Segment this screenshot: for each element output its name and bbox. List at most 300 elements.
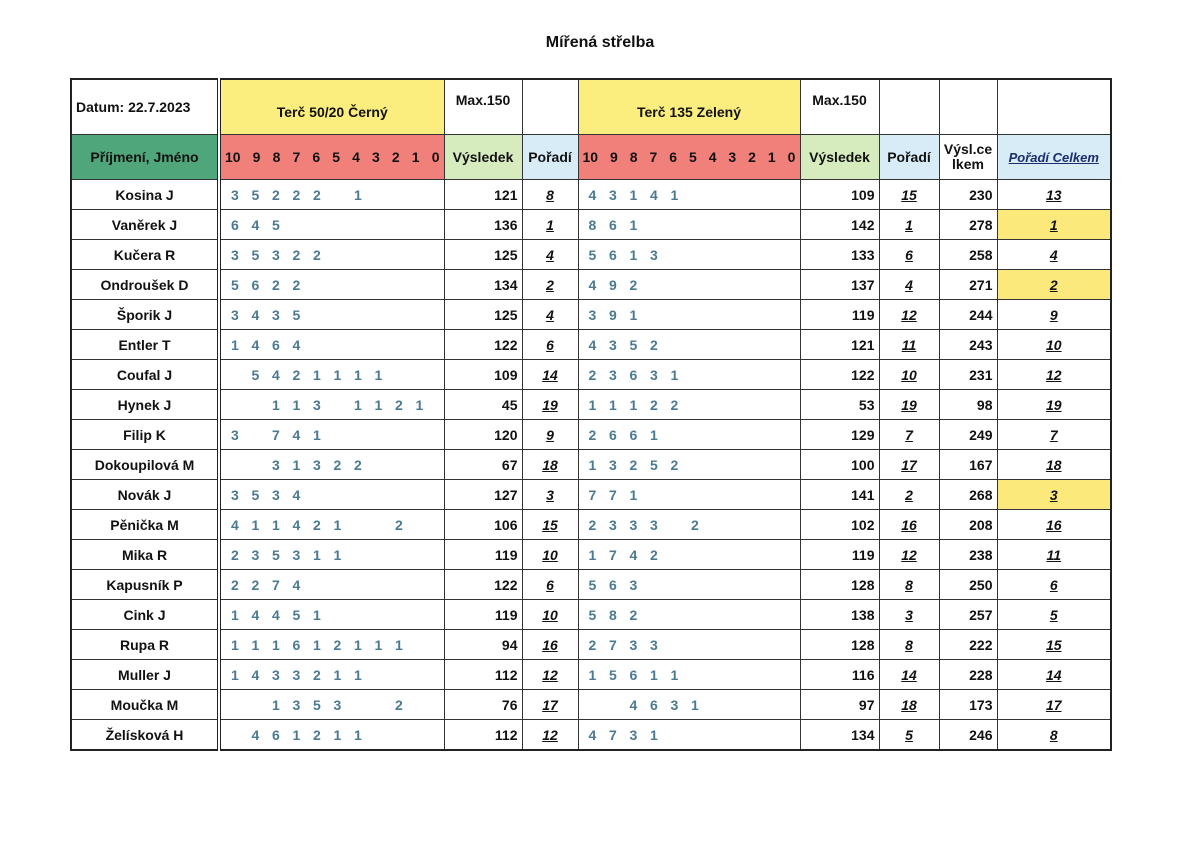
max1-header: Max.150: [444, 79, 522, 135]
target1-hits: [219, 420, 444, 450]
overall-rank: 12: [997, 360, 1111, 390]
table-row: [71, 360, 1111, 390]
hit-count: 1: [354, 726, 362, 743]
hit-count: 5: [313, 696, 321, 713]
total-score: 244: [939, 300, 997, 330]
scale-label: 8: [272, 149, 281, 165]
scale-label: 8: [629, 149, 638, 165]
overall-rank-header: Pořadí Celkem: [997, 135, 1111, 180]
hit-count: 2: [292, 186, 301, 203]
score2: 119: [800, 540, 879, 570]
scale-label: 0: [787, 149, 796, 165]
hit-count: 6: [251, 276, 260, 293]
score2: 129: [800, 420, 879, 450]
hit-count: 1: [670, 366, 679, 383]
scale2-header: [578, 135, 800, 180]
scale-label: 6: [669, 149, 678, 165]
hit-count: 2: [292, 246, 301, 263]
target1-hits: [219, 210, 444, 240]
hit-count: 5: [251, 486, 260, 503]
hit-count: 6: [272, 336, 280, 353]
hit-count: 1: [313, 636, 321, 653]
hit-count: 7: [588, 486, 597, 503]
shooter-name: Muller J: [71, 660, 219, 690]
scale-label: 10: [225, 149, 241, 165]
scale-label: 10: [582, 149, 599, 165]
hit-count: 3: [231, 246, 239, 263]
rank1: 10: [522, 600, 578, 630]
hit-count: 1: [272, 396, 280, 413]
target1-hits: [219, 720, 444, 751]
scale1-header: [219, 135, 444, 180]
hit-count: 1: [231, 606, 239, 623]
hit-count: 1: [629, 306, 638, 323]
hit-count: 1: [629, 246, 638, 263]
hit-count: 3: [272, 456, 280, 473]
hit-count: 2: [231, 576, 239, 593]
target2-hits: [578, 270, 800, 300]
total-header: Výsl.ce lkem: [939, 135, 997, 180]
hit-count: 1: [231, 636, 239, 653]
table-row: [71, 240, 1111, 270]
score2: 100: [800, 450, 879, 480]
score2: 121: [800, 330, 879, 360]
hit-count: 2: [395, 516, 403, 533]
rank2-header: Pořadí: [879, 135, 939, 180]
rank2: 17: [879, 450, 939, 480]
shooter-name: Kučera R: [71, 240, 219, 270]
rank1: 8: [522, 180, 578, 210]
hit-count: 4: [251, 666, 260, 683]
total-score: 98: [939, 390, 997, 420]
overall-rank: 11: [997, 540, 1111, 570]
hit-count: 4: [650, 186, 658, 203]
table-row: [71, 510, 1111, 540]
target2-hits: [578, 360, 800, 390]
hit-count: 2: [313, 726, 321, 743]
score2: 141: [800, 480, 879, 510]
table-row: [71, 210, 1111, 240]
hit-count: 6: [629, 666, 638, 683]
target2-hits: [578, 510, 800, 540]
hit-count: 6: [609, 246, 617, 263]
hit-count: 3: [629, 516, 638, 533]
shooter-name: Želísková H: [71, 720, 219, 751]
hit-count: 3: [650, 636, 658, 653]
overall-rank: 1: [997, 210, 1111, 240]
hit-count: 3: [670, 696, 679, 713]
score1: 136: [444, 210, 522, 240]
hit-count: 1: [588, 456, 597, 473]
hit-count: 4: [251, 216, 260, 233]
table-row: [71, 690, 1111, 720]
hit-count: 3: [231, 426, 239, 443]
target2-hits: [578, 690, 800, 720]
hit-count: 1: [231, 336, 239, 353]
total-score: 173: [939, 690, 997, 720]
target1-hits: [219, 180, 444, 210]
hit-count: 2: [354, 456, 362, 473]
hit-count: 2: [395, 696, 403, 713]
hit-count: 2: [333, 636, 342, 653]
hit-count: 4: [588, 276, 597, 293]
target1-hits: [219, 300, 444, 330]
hit-count: 1: [354, 636, 362, 653]
hit-count: 6: [629, 426, 638, 443]
shooter-name: Vaněrek J: [71, 210, 219, 240]
hit-count: 2: [588, 516, 597, 533]
hit-count: 1: [588, 546, 597, 563]
hit-count: 2: [395, 396, 403, 413]
table-row: [71, 270, 1111, 300]
target1-hits: [219, 450, 444, 480]
score2: 53: [800, 390, 879, 420]
hit-count: 3: [272, 246, 280, 263]
hit-count: 5: [251, 366, 260, 383]
hit-count: 3: [231, 486, 239, 503]
table-row: [71, 450, 1111, 480]
hit-count: 2: [313, 246, 321, 263]
hit-count: 4: [588, 186, 597, 203]
hit-count: 5: [272, 216, 280, 233]
hit-count: 2: [629, 456, 638, 473]
target1-hits: [219, 360, 444, 390]
hit-count: 4: [588, 336, 597, 353]
target1-hits: [219, 330, 444, 360]
rank2: 15: [879, 180, 939, 210]
target2-hits: [578, 600, 800, 630]
hit-count: 1: [670, 186, 679, 203]
rank1: 19: [522, 390, 578, 420]
overall-rank: 5: [997, 600, 1111, 630]
hit-count: 1: [374, 396, 383, 413]
hit-count: 4: [292, 426, 301, 443]
hit-count: 4: [272, 606, 280, 623]
target2-hits: [578, 570, 800, 600]
target1-hits: [219, 570, 444, 600]
target2-hits: [578, 480, 800, 510]
hit-count: 3: [231, 306, 239, 323]
hit-count: 2: [691, 516, 699, 533]
hit-count: 4: [251, 726, 260, 743]
hit-count: 1: [650, 666, 658, 683]
total-score: 258: [939, 240, 997, 270]
hit-count: 1: [333, 366, 342, 383]
target1-hits: [219, 390, 444, 420]
hit-count: 6: [629, 366, 638, 383]
hit-count: 2: [272, 276, 280, 293]
shooter-name: Kosina J: [71, 180, 219, 210]
max2-header: Max.150: [800, 79, 879, 135]
score1: 121: [444, 180, 522, 210]
total-score: 246: [939, 720, 997, 751]
overall-rank: 16: [997, 510, 1111, 540]
hit-count: 2: [292, 366, 301, 383]
target1-hits: [219, 270, 444, 300]
hit-count: 7: [609, 546, 617, 563]
hit-count: 1: [313, 546, 321, 563]
hit-count: 3: [650, 516, 658, 533]
overall-rank: 4: [997, 240, 1111, 270]
page-title: Mířená střelba: [545, 34, 655, 51]
score1: 67: [444, 450, 522, 480]
hit-count: 3: [629, 576, 638, 593]
shooter-name: Cink J: [71, 600, 219, 630]
target1-hits: [219, 630, 444, 660]
table-row: [71, 570, 1111, 600]
shooter-name: Mika R: [71, 540, 219, 570]
date-cell: Datum: 22.7.2023: [71, 79, 219, 135]
hit-count: 1: [650, 426, 658, 443]
overall-rank: 18: [997, 450, 1111, 480]
hit-count: 3: [650, 366, 658, 383]
hit-count: 7: [609, 636, 617, 653]
rank1: 15: [522, 510, 578, 540]
shooter-name: Dokoupilová M: [71, 450, 219, 480]
overall-rank: 13: [997, 180, 1111, 210]
scale-label: 3: [728, 149, 737, 165]
hit-count: 6: [231, 216, 239, 233]
hit-count: 1: [251, 636, 260, 653]
target2-hits: [578, 300, 800, 330]
shooter-name: Filip K: [71, 420, 219, 450]
hit-count: 1: [374, 366, 383, 383]
name-column-header: Příjmení, Jméno: [71, 135, 219, 180]
score2: 119: [800, 300, 879, 330]
hit-count: 5: [588, 576, 597, 593]
hit-count: 4: [588, 726, 597, 743]
hit-count: 2: [251, 576, 260, 593]
hit-count: 1: [292, 456, 301, 473]
rank2: 2: [879, 480, 939, 510]
rank1: 4: [522, 240, 578, 270]
shooter-name: Hynek J: [71, 390, 219, 420]
hit-count: 1: [415, 396, 424, 413]
rank2: 12: [879, 300, 939, 330]
score2: 122: [800, 360, 879, 390]
rank1: 18: [522, 450, 578, 480]
hit-count: 7: [272, 426, 280, 443]
hit-count: 4: [251, 606, 260, 623]
hit-count: 5: [231, 276, 239, 293]
result2-header: Výsledek: [800, 135, 879, 180]
rank1: 4: [522, 300, 578, 330]
hit-count: 1: [629, 216, 638, 233]
total-score: 271: [939, 270, 997, 300]
table-row: [71, 480, 1111, 510]
hit-count: 1: [609, 396, 617, 413]
hit-count: 2: [650, 546, 658, 563]
score1: 125: [444, 240, 522, 270]
target1-hits: [219, 240, 444, 270]
table-row: [71, 420, 1111, 450]
hit-count: 1: [354, 186, 362, 203]
hit-count: 1: [670, 666, 679, 683]
hit-count: 3: [609, 516, 617, 533]
hit-count: 1: [374, 636, 383, 653]
hit-count: 3: [251, 546, 260, 563]
target1-header: Terč 50/20 Černý: [219, 79, 444, 135]
hit-count: 3: [231, 186, 239, 203]
hit-count: 5: [292, 306, 301, 323]
hit-count: 5: [588, 606, 597, 623]
hit-count: 5: [588, 246, 597, 263]
hit-count: 1: [333, 726, 342, 743]
hit-count: 2: [313, 516, 321, 533]
hit-count: 1: [333, 516, 342, 533]
target1-hits: [219, 480, 444, 510]
rank2: 11: [879, 330, 939, 360]
hit-count: 2: [650, 336, 658, 353]
hit-count: 3: [313, 396, 321, 413]
hit-count: 3: [629, 726, 638, 743]
score2: 128: [800, 570, 879, 600]
hit-count: 1: [272, 636, 280, 653]
scale-label: 3: [372, 149, 380, 165]
shooter-name: Novák J: [71, 480, 219, 510]
score1: 109: [444, 360, 522, 390]
scale-label: 7: [649, 149, 658, 165]
hit-count: 9: [609, 306, 617, 323]
rank1: 12: [522, 720, 578, 751]
hit-count: 7: [609, 486, 617, 503]
scale-label: 6: [312, 149, 321, 165]
hit-count: 2: [333, 456, 342, 473]
hit-count: 1: [354, 666, 362, 683]
table-row: [71, 180, 1111, 210]
rank1: 1: [522, 210, 578, 240]
header-row-2: [71, 135, 1111, 180]
table-row: [71, 630, 1111, 660]
scale-label: 4: [708, 149, 717, 165]
hit-count: 4: [251, 306, 260, 323]
target2-header: Terč 135 Zelený: [578, 79, 800, 135]
hit-count: 2: [670, 396, 679, 413]
hit-count: 2: [313, 186, 321, 203]
rank2: 5: [879, 720, 939, 751]
rank1: 9: [522, 420, 578, 450]
total-score: 208: [939, 510, 997, 540]
hit-count: 1: [691, 696, 699, 713]
rank1-header: Pořadí: [522, 135, 578, 180]
overall-rank: 19: [997, 390, 1111, 420]
table-row: [71, 720, 1111, 751]
score1: 119: [444, 540, 522, 570]
hit-count: 1: [629, 486, 638, 503]
rank2: 18: [879, 690, 939, 720]
hit-count: 3: [609, 336, 617, 353]
scale-label: 5: [688, 149, 697, 165]
score1: 119: [444, 600, 522, 630]
score1: 122: [444, 570, 522, 600]
target1-hits: [219, 540, 444, 570]
hit-count: 4: [292, 516, 301, 533]
total-score: 230: [939, 180, 997, 210]
hit-count: 1: [313, 606, 321, 623]
overall-rank: 2: [997, 270, 1111, 300]
total-score: 257: [939, 600, 997, 630]
score2: 137: [800, 270, 879, 300]
total-score: 228: [939, 660, 997, 690]
hit-count: 3: [292, 696, 301, 713]
score2: 116: [800, 660, 879, 690]
score1: 127: [444, 480, 522, 510]
hit-count: 5: [251, 246, 260, 263]
rank2: 19: [879, 390, 939, 420]
hit-count: 1: [231, 666, 239, 683]
hit-count: 3: [313, 456, 321, 473]
hit-count: 2: [272, 186, 280, 203]
score2: 134: [800, 720, 879, 751]
score2: 109: [800, 180, 879, 210]
scale-label: 2: [748, 149, 756, 165]
overall-rank: 14: [997, 660, 1111, 690]
hit-count: 7: [609, 726, 617, 743]
hit-count: 1: [272, 516, 280, 533]
rank2: 3: [879, 600, 939, 630]
results-table: [70, 78, 1112, 751]
hit-count: 5: [272, 546, 280, 563]
empty-header-cell: [997, 79, 1111, 135]
target2-hits: [578, 660, 800, 690]
hit-count: 1: [313, 366, 321, 383]
hit-count: 3: [650, 246, 658, 263]
score2: 142: [800, 210, 879, 240]
scale-label: 7: [292, 149, 301, 165]
hit-count: 3: [609, 366, 617, 383]
overall-rank: 15: [997, 630, 1111, 660]
total-score: 238: [939, 540, 997, 570]
hit-count: 8: [588, 216, 597, 233]
hit-count: 8: [609, 606, 617, 623]
target2-hits: [578, 240, 800, 270]
target2-hits: [578, 330, 800, 360]
hit-count: 1: [272, 696, 280, 713]
hit-count: 1: [333, 666, 342, 683]
rank2: 8: [879, 570, 939, 600]
shooter-name: Šporik J: [71, 300, 219, 330]
score1: 106: [444, 510, 522, 540]
shooter-name: Kapusník P: [71, 570, 219, 600]
target1-hits: [219, 660, 444, 690]
overall-rank: 7: [997, 420, 1111, 450]
target2-hits: [578, 450, 800, 480]
hit-count: 6: [292, 636, 301, 653]
scale-label: 0: [431, 149, 440, 165]
score2: 102: [800, 510, 879, 540]
total-score: 278: [939, 210, 997, 240]
hit-count: 6: [650, 696, 658, 713]
target1-hits: [219, 510, 444, 540]
rank2: 8: [879, 630, 939, 660]
shooter-name: Entler T: [71, 330, 219, 360]
score1: 45: [444, 390, 522, 420]
table-row: [71, 660, 1111, 690]
scale-label: 1: [411, 149, 420, 165]
hit-count: 2: [588, 426, 597, 443]
hit-count: 4: [292, 336, 301, 353]
scale-label: 2: [391, 149, 400, 165]
scale-label: 9: [610, 149, 618, 165]
hit-count: 2: [629, 606, 638, 623]
hit-count: 1: [588, 666, 597, 683]
table-row: [71, 540, 1111, 570]
rank2: 4: [879, 270, 939, 300]
hit-count: 1: [629, 396, 638, 413]
hit-count: 4: [292, 576, 301, 593]
hit-count: 2: [588, 636, 597, 653]
hit-count: 5: [292, 606, 301, 623]
